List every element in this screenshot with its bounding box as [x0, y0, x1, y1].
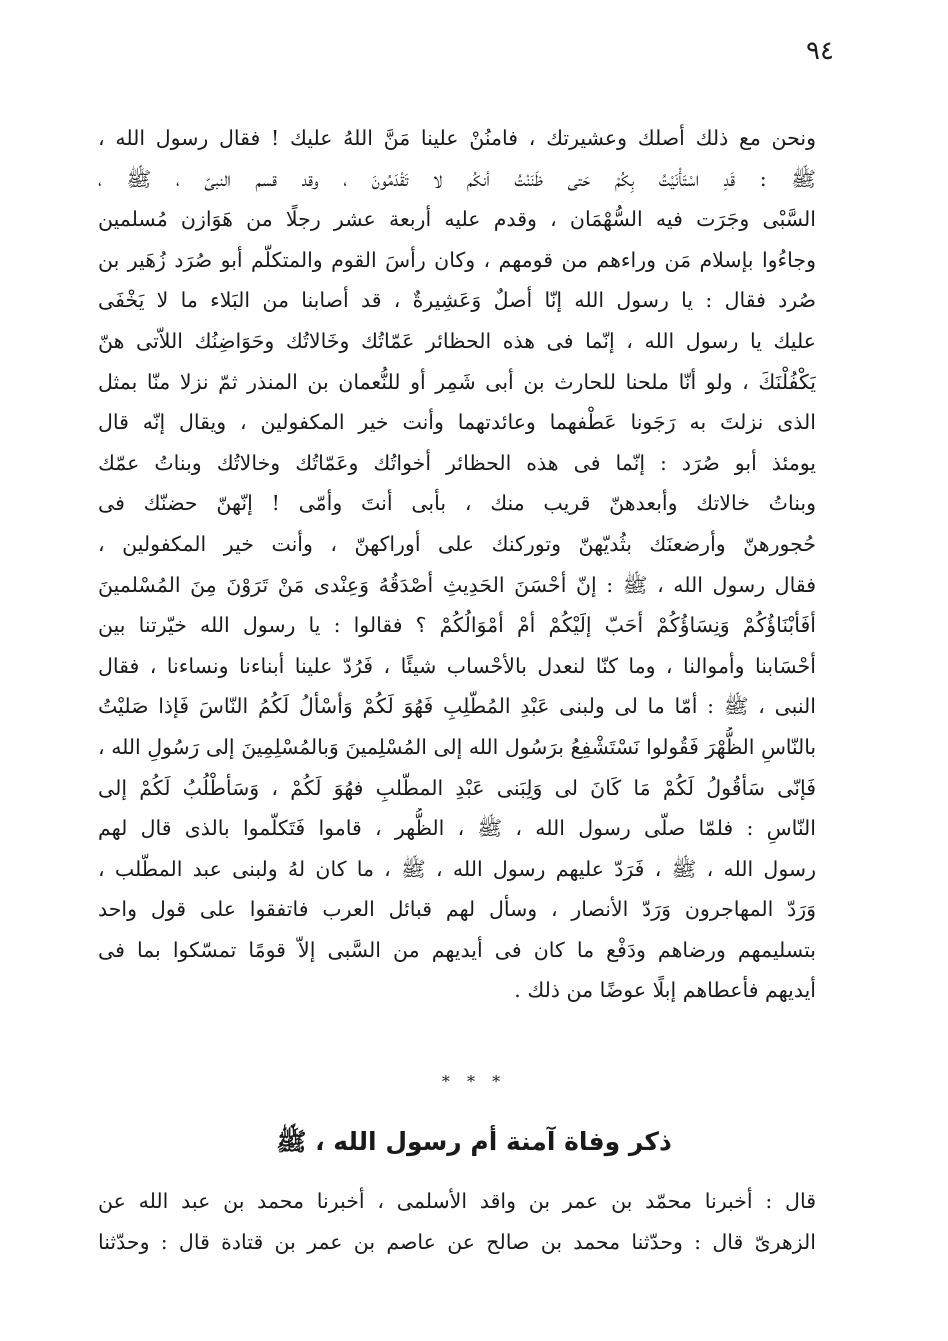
text-line: يَكْفُلْنَكَ ، ولو أنّا ملحنا للحارث بن أبى شَمِر أو للنُّعمان بن المنذر ثمّ نزلا منّا بمثل [98, 369, 816, 394]
text-line: ﷺ : قَدِ اسْتَأْنَيْتُ بِكُمْ حَتى ظَنَنْتُ أنكُم لا تَقْدَمُونَ ، وقد قسم النبىّ ، ﷺ ، [98, 166, 816, 191]
section-heading: ذكر وفاة آمنة أم رسول الله ، ﷺ [276, 1127, 672, 1156]
text-line: الذى نزلتَ به رَجَونا عَطْفهما وعائدتهما وأنت خير المكفولين ، ويقال إنّه قال [98, 410, 816, 435]
text-line: قال : أخبرنا محمّد بن عمر بن واقد الأسلمى ، أخبرنا محمد بن عبد الله عن [98, 1189, 816, 1213]
text-line: رسول الله ، ﷺ ، فَرَدّ عليهم رسول الله ، ﷺ ، ما كان لهُ ولبنى عبد المطّلب ، [98, 856, 816, 881]
section-separator: * * * [441, 1072, 507, 1091]
text-line: أحْسَابنا وأموالنا ، وما كنّا لنعدل بالأحْساب شيئًا ، فَرُدّ علينا أبناءنا ونساءنا ، فقال [98, 653, 816, 678]
text-line: فَإنّى سَأقُولُ لَكُمْ مَا كَانَ لى وَلِبَنى عَبْدِ المطّلبِ فهُوَ لَكُمْ ، وَسَأطْلُبُ لَكُمْ إلى [98, 775, 816, 800]
text-line: بتسليمهم ورضاهم ودَفْع ما كان فى أيديهم من السَّبى إلاّ قومًا تمسّكوا بما فى [98, 937, 816, 962]
text-line: أيديهم فأعطاهم إبلًا عوضًا من ذلك . [514, 978, 816, 1003]
page-number: ٩٤ [806, 36, 834, 66]
text-line: يومئذ أبو صُرَد : إنّما فى هذه الحظائر أخواتُك وعَمّاتُك وخالاتُك وبناتُ عمّك [98, 450, 816, 475]
text-line: فقال رسول الله ، ﷺ : إنّ أحْسَنَ الحَدِيثِ أصْدَقُهُ وَعِنْدى مَنْ تَرَوْنَ مِنَ المُسْلمينَ [98, 572, 816, 597]
text-line: وبناتُ خالاتك وأبعدهنّ قريب منك ، بأبى أنتَ وأمّى ! إنّهنّ حضنّك فى [98, 491, 816, 516]
text-line: ونحن مع ذلك أصلك وعشيرتك ، فامنُنْ علينا مَنَّ اللهُ عليك ! فقال رسول الله ، [98, 126, 816, 150]
text-line: وَرَدّ المهاجرون وَرَدّ الأنصار ، وسأل لهم قبائل العرب فاتفقوا على قول واحد [98, 897, 816, 922]
section-body-text [98, 1181, 816, 1262]
text-line: الزهرىّ قال : وحدّثنا محمد بن صالح عن عاصم بن عمر بن قتادة قال : وحدّثنا [98, 1229, 816, 1254]
text-line: عليك يا رسول الله ، إنّما فى هذه الحظائر عَمّاتُك وخَالاتُك وحَوَاضِنُك اللاّتى هنّ [98, 328, 816, 353]
text-line: بالنّاسِ الظُّهْرَ فَقُولوا نَسْتَشْفِعُ برَسُول الله إلى المُسْلِمينَ وَبالمُسْلِمِينَ إلى رَسُولِ الله ، [98, 734, 816, 759]
body-text [98, 118, 816, 1011]
text-line: السَّبْى وجَرَت فيه السُّهْمَان ، وقدم عليه أربعة عشر رجلًا من هَوَازن مُسلمين [98, 207, 816, 232]
text-line: صُرد فقال : يا رسول الله إنّا أصلٌ وَعَشِيرةٌ ، قد أصابنا من البَلاء ما لا يَخْفَى [98, 288, 816, 313]
text-line: وجاءُوا بإسلام مَن وراءهم من قومهم ، وكان رأسَ القوم والمتكلّم أبو صُرَد زُهَير بن [98, 247, 816, 272]
text-line: النّاسِ : فلمّا صلّى رسول الله ، ﷺ ، الظُّهر ، قاموا فَتَكلّموا بالذى قال لهم [98, 816, 816, 841]
text-line: النبى ، ﷺ : أمّا ما لى ولبنى عَبْدِ المُطّلِبِ فَهُوَ لَكُمْ وَأسْألُ لَكُمُ النّاسَ فَإذا صَليْتُ [98, 694, 816, 719]
text-line: أفَأبْنَاؤُكُمْ وَنِسَاؤُكُمْ أحَبّ إلَيْكُمْ أمْ أمْوَالُكُمْ ؟ فقالوا : يا رسول الله خيّرتنا بين [98, 613, 816, 638]
text-line: حُجورهنّ وأرضعنَك بثُديّهنّ وتوركنك على أوراكهنّ ، وأنت خير المكفولين ، [98, 531, 816, 556]
